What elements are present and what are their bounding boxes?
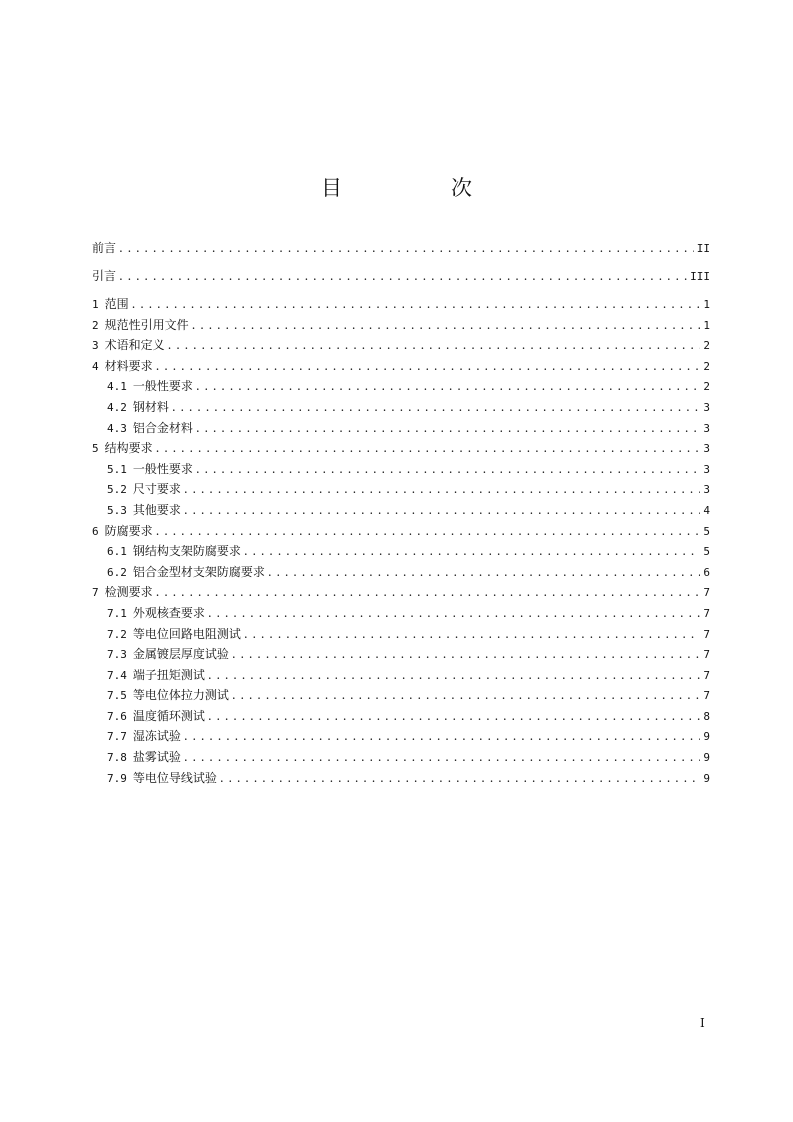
toc-entry-page: 3 (703, 462, 710, 476)
toc-entry-number: 6.2 (107, 565, 127, 579)
toc-entry-label: 金属镀层厚度试验 (132, 647, 229, 662)
toc-leader-dots (196, 376, 700, 397)
toc-entry-page: 3 (703, 421, 710, 435)
toc-entry-label: 防腐要求 (104, 523, 153, 538)
toc-entry-label: 规范性引用文件 (104, 317, 189, 332)
toc-entry-page: 2 (703, 339, 710, 353)
toc-leader-dots (244, 541, 700, 562)
toc-entry-label: 铝合金材料 (132, 420, 193, 435)
toc-entry-number: 1 (92, 298, 99, 311)
toc-entry-number: 2 (92, 318, 99, 332)
toc-entry-page: 7 (703, 689, 710, 703)
toc-entry[interactable] (92, 315, 710, 336)
toc-entry-label: 材料要求 (104, 358, 153, 373)
toc-entry-page: 7 (703, 606, 710, 620)
toc-entry[interactable] (92, 238, 710, 266)
toc-leader-dots (156, 356, 701, 377)
toc-entry-page: 3 (703, 442, 710, 456)
toc-entry[interactable] (92, 541, 710, 562)
toc-entry-number: 4.1 (107, 380, 127, 394)
toc-leader-dots (156, 521, 701, 542)
toc-entry-page: 7 (703, 627, 710, 641)
toc-entry-label: 钢材料 (132, 399, 169, 414)
toc-entry-page: 4 (703, 503, 710, 517)
toc-entry-label: 盐雾试验 (132, 750, 181, 765)
toc-leader-dots (196, 459, 700, 480)
toc-entry-page: 9 (703, 771, 710, 785)
toc-entry-label: 检测要求 (104, 585, 153, 600)
toc-leader-dots (208, 706, 700, 727)
toc-entry-number: 4.2 (107, 400, 127, 414)
toc-entry-number: 7.6 (107, 709, 127, 723)
toc-entry-number: 7.9 (107, 771, 127, 785)
toc-entry[interactable] (92, 747, 710, 768)
toc-entry[interactable] (92, 665, 710, 686)
toc-leader-dots (156, 582, 701, 603)
toc-entry-number: 4 (92, 359, 99, 373)
toc-entry-label: 等电位回路电阻测试 (132, 626, 241, 641)
toc-entry-page: 7 (703, 648, 710, 662)
toc-leader-dots (184, 726, 700, 747)
toc-entry-label: 其他要求 (132, 502, 181, 517)
toc-entry[interactable] (92, 603, 710, 624)
toc-entry[interactable] (92, 685, 710, 706)
toc-leader-dots (184, 479, 700, 500)
toc-entry-label: 等电位导线试验 (132, 770, 217, 785)
toc-entry[interactable] (92, 356, 710, 377)
toc-entry-page: 2 (703, 359, 710, 373)
toc-entry[interactable] (92, 294, 710, 315)
toc-entry-label: 端子扭矩测试 (132, 667, 205, 682)
toc-entry-page: 5 (703, 524, 710, 538)
toc-entry-label: 结构要求 (104, 441, 153, 456)
toc-entry-label: 尺寸要求 (132, 482, 181, 497)
toc-leader-dots (208, 665, 700, 686)
toc-entry-label: 钢结构支架防腐要求 (132, 544, 241, 559)
toc-entry-number: 3 (92, 339, 99, 353)
toc-entry-label: 温度循环测试 (132, 708, 205, 723)
toc-entry-page: 6 (703, 565, 710, 579)
toc-entry-number: 4.3 (107, 421, 127, 435)
toc-entry[interactable] (92, 644, 710, 665)
toc-entry-label: 一般性要求 (132, 461, 193, 476)
toc-leader-dots (232, 685, 700, 706)
toc-entry[interactable] (92, 521, 710, 542)
page-number: I (700, 1016, 705, 1030)
toc-entry[interactable] (92, 479, 710, 500)
toc-entry[interactable] (92, 266, 710, 294)
toc-entry[interactable] (92, 768, 710, 789)
toc-entry-label: 前言 (92, 241, 117, 255)
toc-leader-dots (119, 266, 687, 287)
toc-leader-dots (184, 500, 700, 521)
page-title: 目 次 (321, 176, 516, 200)
toc-entry-number: 7 (92, 586, 99, 600)
toc-entry-page: 5 (703, 545, 710, 559)
toc-entry-number: 7.3 (107, 648, 127, 662)
table-of-contents (92, 238, 710, 788)
toc-entry-label: 术语和定义 (104, 338, 165, 353)
toc-entry[interactable] (92, 397, 710, 418)
toc-entry-page: 1 (703, 318, 710, 332)
toc-entry[interactable] (92, 624, 710, 645)
toc-entry-label: 引言 (92, 269, 117, 283)
toc-leader-dots (208, 603, 700, 624)
toc-entry-number: 7.8 (107, 751, 127, 765)
toc-entry[interactable] (92, 418, 710, 439)
toc-entry-number: 7.5 (107, 689, 127, 703)
toc-leader-dots (168, 335, 701, 356)
toc-entry-label: 铝合金型材支架防腐要求 (132, 564, 265, 579)
toc-leader-dots (132, 294, 701, 315)
toc-entry-page: 9 (703, 751, 710, 765)
toc-entry-label: 范围 (104, 297, 129, 311)
toc-entry[interactable] (92, 438, 710, 459)
toc-entry[interactable] (92, 376, 710, 397)
toc-entry[interactable] (92, 500, 710, 521)
toc-entry[interactable] (92, 459, 710, 480)
toc-leader-dots (220, 768, 700, 789)
toc-entry-number: 5.3 (107, 503, 127, 517)
toc-entry[interactable] (92, 582, 710, 603)
toc-entry-number: 6 (92, 524, 99, 538)
toc-entry-number: 7.4 (107, 668, 127, 682)
toc-leader-dots (268, 562, 700, 583)
toc-entry-page: 1 (703, 298, 710, 311)
toc-leader-dots (192, 315, 701, 336)
toc-entry-page: 2 (703, 380, 710, 394)
toc-entry-page: 3 (703, 483, 710, 497)
toc-entry-number: 7.7 (107, 730, 127, 744)
toc-entry-page: 9 (703, 730, 710, 744)
toc-entry-label: 等电位体拉力测试 (132, 688, 229, 703)
toc-leader-dots (232, 644, 700, 665)
toc-entry-number: 5.1 (107, 462, 127, 476)
toc-entry[interactable] (92, 706, 710, 727)
toc-leader-dots (156, 438, 701, 459)
toc-leader-dots (172, 397, 700, 418)
toc-entry[interactable] (92, 726, 710, 747)
toc-leader-dots (244, 624, 700, 645)
toc-entry-label: 外观核查要求 (132, 605, 205, 620)
toc-entry-number: 5 (92, 442, 99, 456)
toc-entry-page: II (696, 242, 710, 255)
toc-entry-page: 7 (703, 668, 710, 682)
toc-entry[interactable] (92, 562, 710, 583)
toc-entry-number: 7.1 (107, 606, 127, 620)
toc-entry-number: 6.1 (107, 545, 127, 559)
toc-entry-page: 3 (703, 400, 710, 414)
toc-entry-label: 湿冻试验 (132, 729, 181, 744)
toc-leader-dots (184, 747, 700, 768)
toc-leader-dots (196, 418, 700, 439)
toc-entry-label: 一般性要求 (132, 379, 193, 394)
toc-entry-page: 7 (703, 586, 710, 600)
toc-leader-dots (119, 238, 694, 259)
toc-entry-number: 7.2 (107, 627, 127, 641)
toc-entry-number: 5.2 (107, 483, 127, 497)
toc-entry-page: 8 (703, 709, 710, 723)
toc-entry[interactable] (92, 335, 710, 356)
toc-entry-page: III (690, 270, 710, 283)
